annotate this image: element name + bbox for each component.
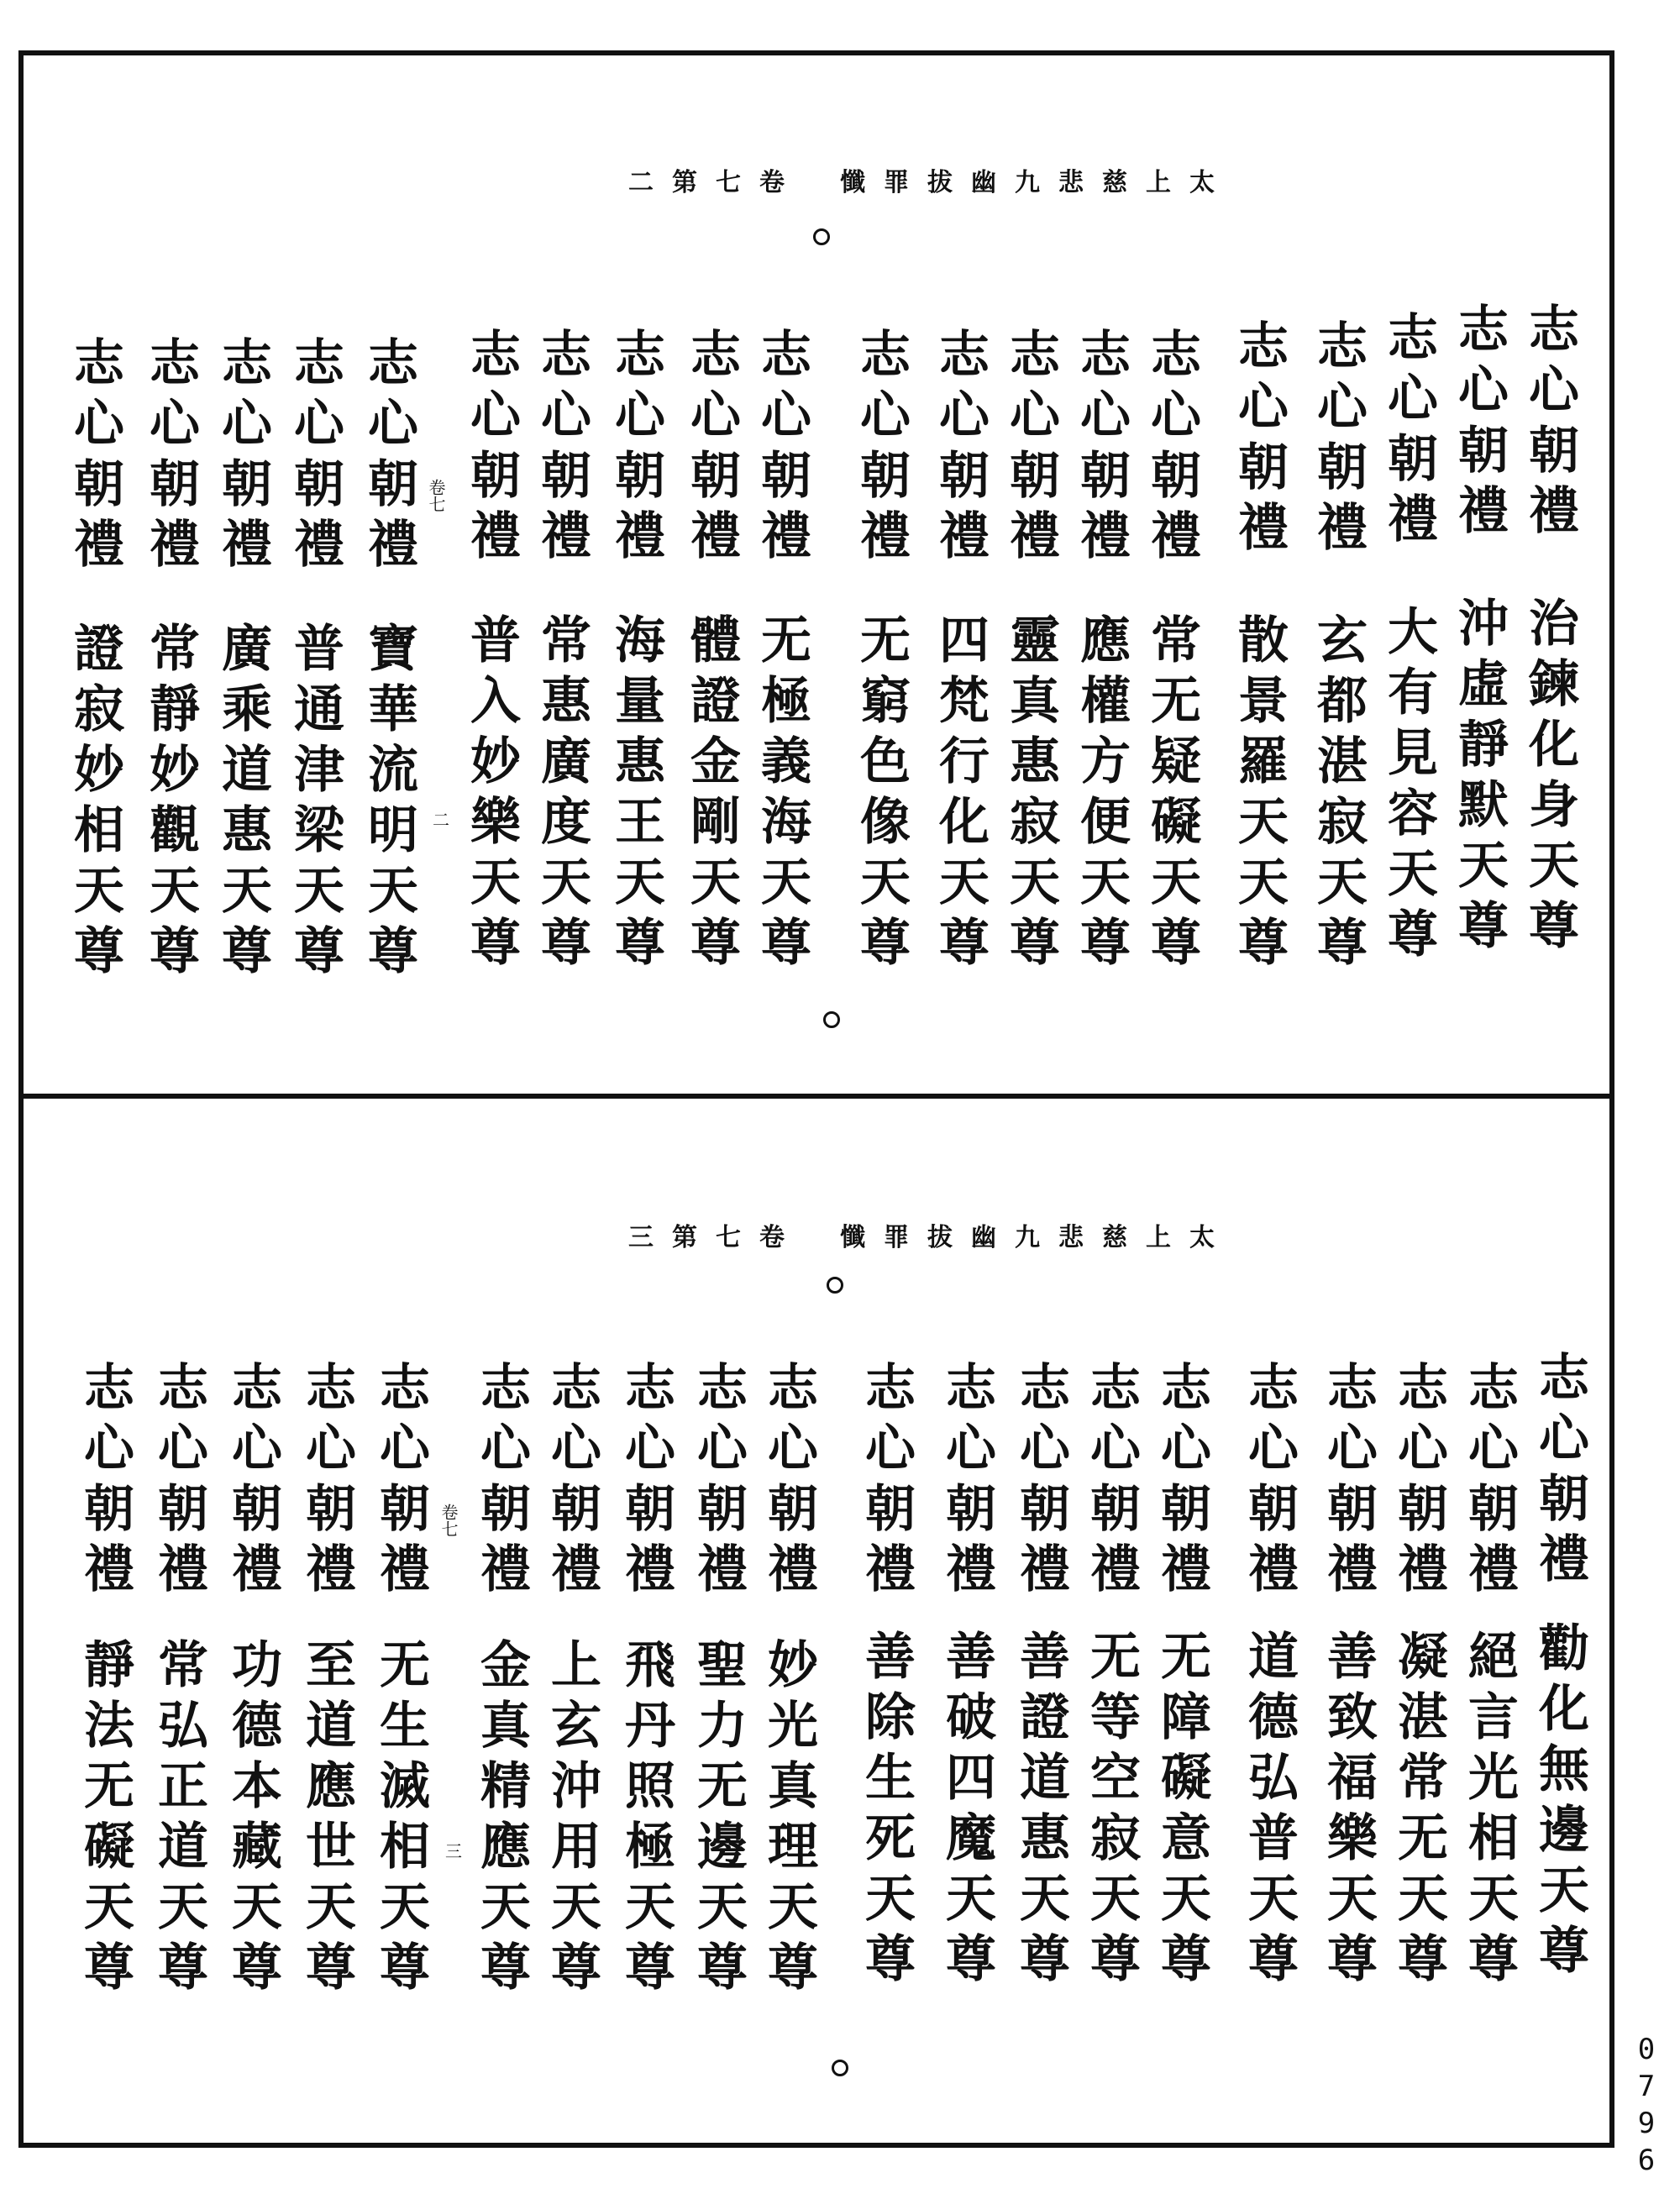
top-margin-mark-volume: 卷七 xyxy=(426,479,446,512)
bottom-column-lead: 志心朝禮 xyxy=(1460,1361,1519,1603)
page-number: 0796 xyxy=(1637,2033,1656,2177)
top-column-lead: 志心朝禮 xyxy=(1520,302,1579,544)
bottom-header-volume: 卷七第三 xyxy=(628,1223,803,1252)
top-column-name: 寶華流明天尊 xyxy=(360,622,418,984)
top-column-lead: 志心朝禮 xyxy=(1001,328,1060,569)
top-column-name: 廣乘道惠天尊 xyxy=(213,622,272,984)
bottom-column-lead: 志心朝禮 xyxy=(1530,1351,1589,1593)
bottom-upper-circle xyxy=(827,1277,843,1294)
top-column-name: 常无疑礙天尊 xyxy=(1142,613,1201,976)
top-column-lead: 志心朝禮 xyxy=(360,336,418,578)
top-column-name: 常靜妙觀天尊 xyxy=(141,622,200,984)
top-column-name: 普入妙樂天尊 xyxy=(462,613,521,976)
bottom-column-lead: 志心朝禮 xyxy=(1240,1361,1299,1603)
panel-divider xyxy=(18,1094,1614,1099)
bottom-column-name: 善除生死天尊 xyxy=(857,1630,916,1992)
bottom-column-name: 无障礙意天尊 xyxy=(1152,1630,1211,1992)
top-column-lead: 志心朝禮 xyxy=(753,328,811,569)
bottom-column-name: 靜法无礙天尊 xyxy=(76,1638,134,2001)
bottom-lower-circle xyxy=(832,2060,848,2076)
bottom-column-lead: 志心朝禮 xyxy=(1152,1361,1211,1603)
bottom-column-name: 勸化無邊天尊 xyxy=(1530,1621,1589,1984)
bottom-column-lead: 志心朝禮 xyxy=(937,1361,996,1603)
bottom-column-name: 善破四魔天尊 xyxy=(937,1630,996,1992)
top-column-name: 玄都湛寂天尊 xyxy=(1309,613,1368,976)
top-column-lead: 志心朝禮 xyxy=(1379,311,1438,553)
bottom-column-lead: 志心朝禮 xyxy=(617,1361,675,1603)
bottom-column-name: 常弘正道天尊 xyxy=(150,1638,208,2001)
top-upper-circle xyxy=(813,228,830,245)
bottom-column-name: 善致福樂天尊 xyxy=(1319,1630,1378,1992)
bottom-column-name: 絕言光相天尊 xyxy=(1460,1630,1519,1992)
bottom-column-name: 善證道惠天尊 xyxy=(1011,1630,1070,1992)
bottom-header-title: 太上慈悲九幽拔罪懺 xyxy=(840,1223,1233,1252)
top-column-name: 靈真惠寂天尊 xyxy=(1001,613,1060,976)
bottom-column-name: 金真精應天尊 xyxy=(472,1638,531,2001)
bottom-column-name: 上玄沖用天尊 xyxy=(543,1638,601,2001)
top-column-name: 散景羅天天尊 xyxy=(1230,613,1289,976)
top-column-lead: 志心朝禮 xyxy=(533,328,591,569)
top-column-name: 證寂妙相天尊 xyxy=(66,622,124,984)
top-column-lead: 志心朝禮 xyxy=(931,328,990,569)
top-column-lead: 志心朝禮 xyxy=(66,336,124,578)
bottom-column-lead: 志心朝禮 xyxy=(689,1361,748,1603)
top-column-lead: 志心朝禮 xyxy=(141,336,200,578)
bottom-column-name: 无等空寂天尊 xyxy=(1082,1630,1141,1992)
top-lower-circle xyxy=(823,1011,840,1028)
top-margin-mark-page: 二 xyxy=(433,810,449,830)
top-column-lead: 志心朝禮 xyxy=(213,336,272,578)
bottom-column-name: 聖力无邊天尊 xyxy=(689,1638,748,2001)
top-column-name: 四梵行化天尊 xyxy=(931,613,990,976)
top-column-name: 无窮色像天尊 xyxy=(852,613,911,976)
top-header-title: 太上慈悲九幽拔罪懺 xyxy=(840,168,1233,197)
top-column-name: 普通津梁天尊 xyxy=(286,622,344,984)
top-column-lead: 志心朝禮 xyxy=(1450,302,1509,544)
bottom-column-name: 道德弘普天尊 xyxy=(1240,1630,1299,1992)
bottom-column-lead: 志心朝禮 xyxy=(371,1361,430,1603)
bottom-column-lead: 志心朝禮 xyxy=(759,1361,818,1603)
top-column-name: 常惠廣度天尊 xyxy=(533,613,591,976)
bottom-column-name: 妙光真理天尊 xyxy=(759,1638,818,2001)
top-column-lead: 志心朝禮 xyxy=(286,336,344,578)
top-column-lead: 志心朝禮 xyxy=(682,328,741,569)
bottom-column-name: 无生滅相天尊 xyxy=(371,1638,430,2001)
top-column-name: 沖虛靜默天尊 xyxy=(1450,596,1509,959)
bottom-column-lead: 志心朝禮 xyxy=(857,1361,916,1603)
top-column-lead: 志心朝禮 xyxy=(1309,319,1368,561)
bottom-column-lead: 志心朝禮 xyxy=(150,1361,208,1603)
bottom-column-lead: 志心朝禮 xyxy=(1011,1361,1070,1603)
top-column-name: 大有見容天尊 xyxy=(1379,605,1438,968)
top-column-name: 應權方便天尊 xyxy=(1072,613,1131,976)
bottom-margin-mark-page: 三 xyxy=(445,1841,462,1861)
top-column-name: 體證金剛天尊 xyxy=(682,613,741,976)
top-column-name: 治鍊化身天尊 xyxy=(1520,596,1579,959)
bottom-column-name: 功德本藏天尊 xyxy=(223,1638,282,2001)
bottom-column-lead: 志心朝禮 xyxy=(76,1361,134,1603)
bottom-margin-mark-volume: 卷七 xyxy=(438,1504,459,1537)
top-column-lead: 志心朝禮 xyxy=(1230,319,1289,561)
bottom-column-name: 至道應世天尊 xyxy=(297,1638,356,2001)
bottom-column-name: 飛丹照極天尊 xyxy=(617,1638,675,2001)
top-column-lead: 志心朝禮 xyxy=(1072,328,1131,569)
top-header-volume: 卷七第二 xyxy=(628,168,803,197)
bottom-column-lead: 志心朝禮 xyxy=(1319,1361,1378,1603)
top-column-lead: 志心朝禮 xyxy=(1142,328,1201,569)
top-column-name: 海量惠王天尊 xyxy=(606,613,665,976)
bottom-column-lead: 志心朝禮 xyxy=(223,1361,282,1603)
bottom-column-lead: 志心朝禮 xyxy=(1082,1361,1141,1603)
top-column-lead: 志心朝禮 xyxy=(606,328,665,569)
top-column-lead: 志心朝禮 xyxy=(462,328,521,569)
bottom-column-name: 凝湛常无天尊 xyxy=(1389,1630,1448,1992)
bottom-column-lead: 志心朝禮 xyxy=(1389,1361,1448,1603)
top-column-lead: 志心朝禮 xyxy=(852,328,911,569)
top-column-name: 无極義海天尊 xyxy=(753,613,811,976)
bottom-column-lead: 志心朝禮 xyxy=(297,1361,356,1603)
bottom-column-lead: 志心朝禮 xyxy=(472,1361,531,1603)
bottom-column-lead: 志心朝禮 xyxy=(543,1361,601,1603)
